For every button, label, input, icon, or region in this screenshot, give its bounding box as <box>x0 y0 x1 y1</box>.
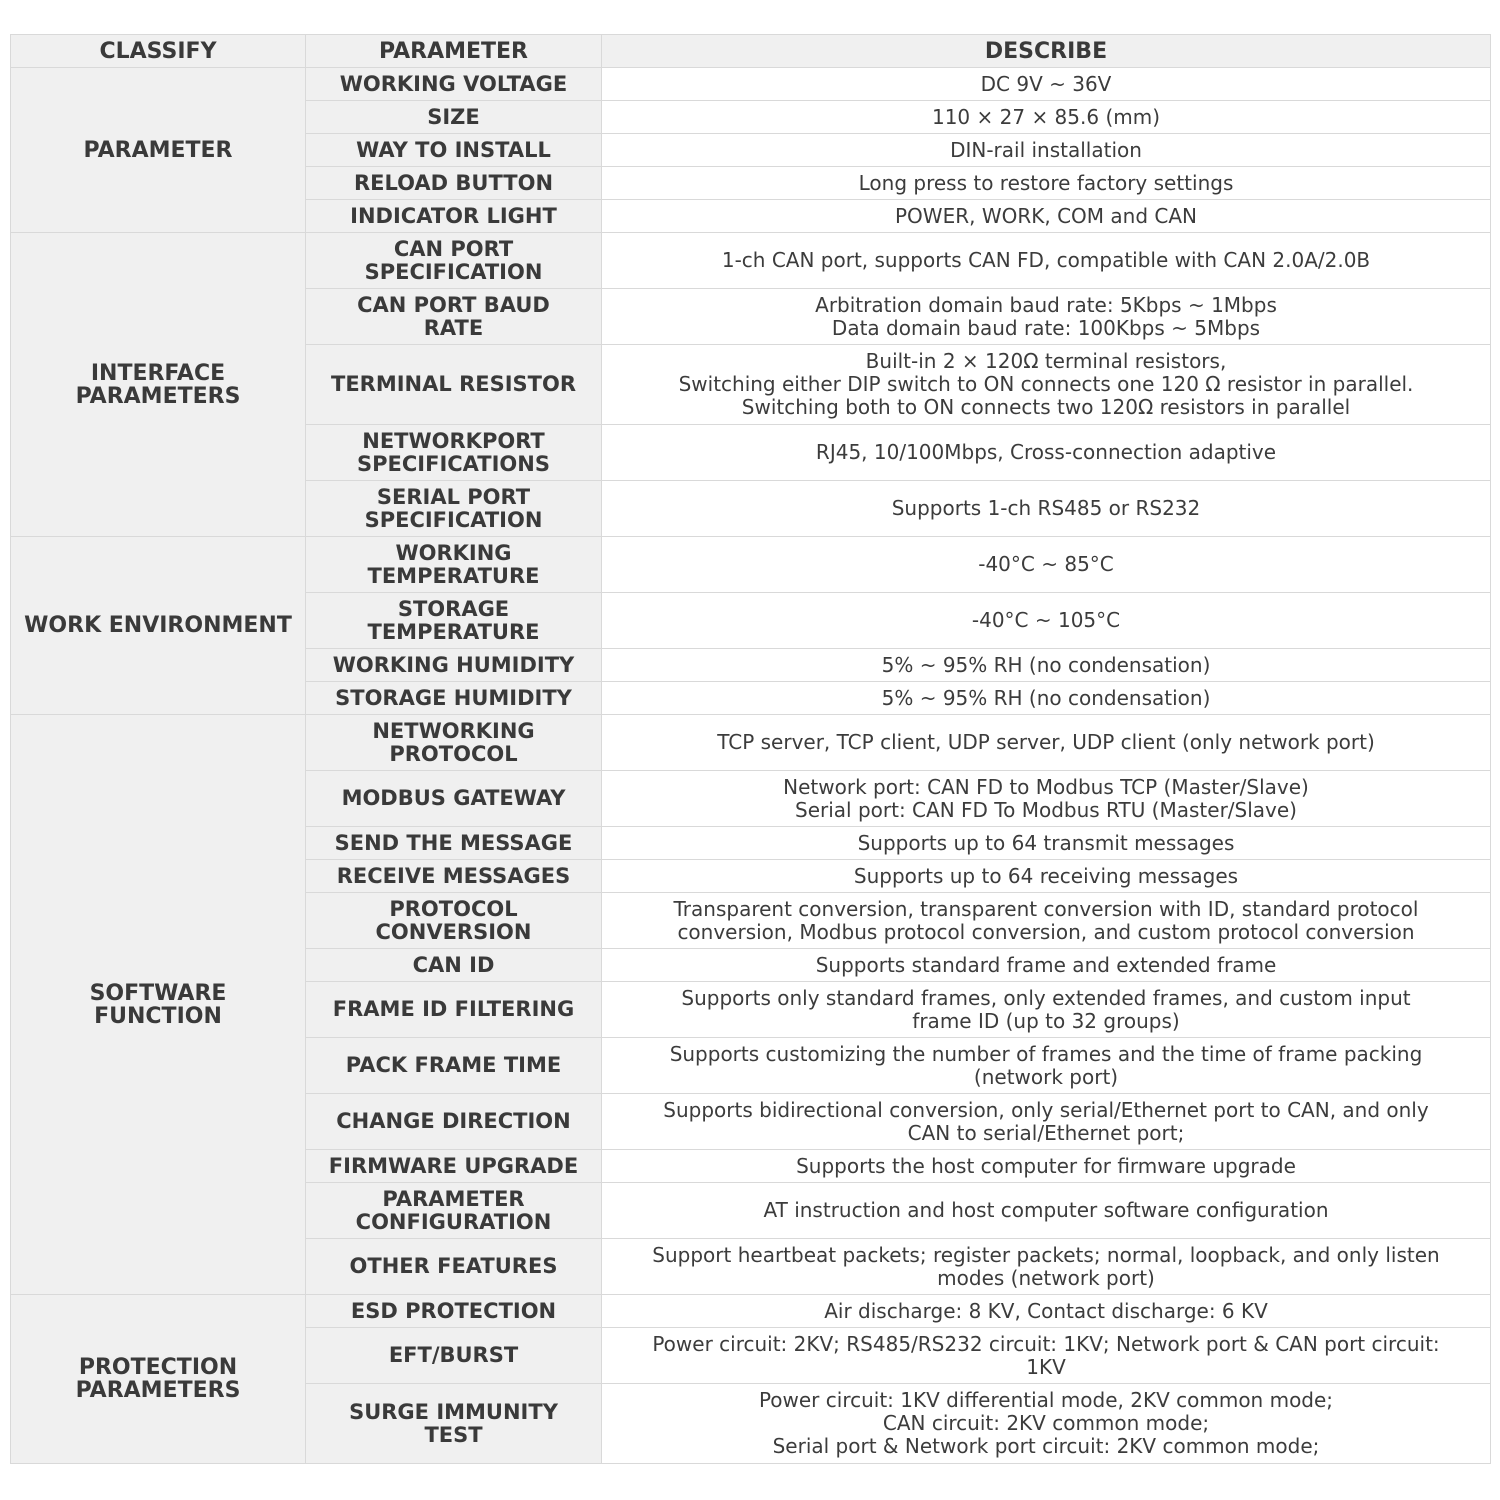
parameter-name: PACK FRAME TIME <box>306 1038 602 1094</box>
parameter-name: PARAMETER CONFIGURATION <box>306 1183 602 1239</box>
parameter-description: Built-in 2 × 120Ω terminal resistors, Switching either DIP switch to ON connects one 120 Ω resistor in parallel. Switching both to ON connects two 120Ω resistors in parallel <box>602 345 1491 425</box>
parameter-description: DC 9V ~ 36V <box>602 68 1491 101</box>
parameter-description: TCP server, TCP client, UDP server, UDP client (only network port) <box>602 715 1491 771</box>
parameter-name: WORKING TEMPERATURE <box>306 537 602 593</box>
parameter-description: RJ45, 10/100Mbps, Cross-connection adaptive <box>602 425 1491 481</box>
parameter-description: DIN-rail installation <box>602 134 1491 167</box>
parameter-name: SERIAL PORT SPECIFICATION <box>306 481 602 537</box>
parameter-description: POWER, WORK, COM and CAN <box>602 200 1491 233</box>
parameter-name: SIZE <box>306 101 602 134</box>
parameter-description: Network port: CAN FD to Modbus TCP (Master/Slave) Serial port: CAN FD To Modbus RTU (Master/Slave) <box>602 771 1491 827</box>
group-label-parameter: PARAMETER <box>11 68 306 233</box>
group-label-protection-parameters: PROTECTION PARAMETERS <box>11 1295 306 1464</box>
parameter-description: Supports only standard frames, only extended frames, and custom input frame ID (up to 32 groups) <box>602 982 1491 1038</box>
group-label-work-environment: WORK ENVIRONMENT <box>11 537 306 715</box>
parameter-description: -40°C ~ 105°C <box>602 593 1491 649</box>
parameter-description: Supports the host computer for firmware upgrade <box>602 1150 1491 1183</box>
parameter-name: STORAGE TEMPERATURE <box>306 593 602 649</box>
parameter-description: Supports bidirectional conversion, only serial/Ethernet port to CAN, and only CAN to serial/Ethernet port; <box>602 1094 1491 1150</box>
parameter-name: TERMINAL RESISTOR <box>306 345 602 425</box>
parameter-name: EFT/BURST <box>306 1328 602 1384</box>
spec-table <box>10 34 1491 1464</box>
parameter-name: WORKING VOLTAGE <box>306 68 602 101</box>
parameter-description: Power circuit: 1KV differential mode, 2KV common mode; CAN circuit: 2KV common mode; Serial port & Network port circuit: 2KV common mode; <box>602 1384 1491 1464</box>
parameter-name: SEND THE MESSAGE <box>306 827 602 860</box>
parameter-description: 5% ~ 95% RH (no condensation) <box>602 682 1491 715</box>
parameter-name: RECEIVE MESSAGES <box>306 860 602 893</box>
parameter-description: Support heartbeat packets; register packets; normal, loopback, and only listen modes (network port) <box>602 1239 1491 1295</box>
parameter-name: ESD PROTECTION <box>306 1295 602 1328</box>
parameter-name: WORKING HUMIDITY <box>306 649 602 682</box>
group-label-interface-parameters: INTERFACE PARAMETERS <box>11 233 306 537</box>
parameter-name: CAN PORT BAUD RATE <box>306 289 602 345</box>
parameter-name: NETWORKING PROTOCOL <box>306 715 602 771</box>
header-row <box>11 35 1491 68</box>
parameter-description: Supports up to 64 receiving messages <box>602 860 1491 893</box>
parameter-name: CAN PORT SPECIFICATION <box>306 233 602 289</box>
parameter-description: Supports up to 64 transmit messages <box>602 827 1491 860</box>
parameter-name: RELOAD BUTTON <box>306 167 602 200</box>
parameter-name: STORAGE HUMIDITY <box>306 682 602 715</box>
table-row <box>11 68 1491 101</box>
parameter-description: Arbitration domain baud rate: 5Kbps ~ 1Mbps Data domain baud rate: 100Kbps ~ 5Mbps <box>602 289 1491 345</box>
header-parameter: PARAMETER <box>306 35 602 68</box>
parameter-description: Supports standard frame and extended frame <box>602 949 1491 982</box>
parameter-description: 110 × 27 × 85.6 (mm) <box>602 101 1491 134</box>
parameter-name: CHANGE DIRECTION <box>306 1094 602 1150</box>
parameter-name: CAN ID <box>306 949 602 982</box>
parameter-description: Air discharge: 8 KV, Contact discharge: 6 KV <box>602 1295 1491 1328</box>
parameter-description: 1-ch CAN port, supports CAN FD, compatible with CAN 2.0A/2.0B <box>602 233 1491 289</box>
header-classify: CLASSIFY <box>11 35 306 68</box>
parameter-description: Supports customizing the number of frames and the time of frame packing (network port) <box>602 1038 1491 1094</box>
parameter-description: -40°C ~ 85°C <box>602 537 1491 593</box>
parameter-description: Transparent conversion, transparent conversion with ID, standard protocol conversion, Modbus protocol conversion, and custom protocol conversion <box>602 893 1491 949</box>
parameter-description: 5% ~ 95% RH (no condensation) <box>602 649 1491 682</box>
parameter-name: PROTOCOL CONVERSION <box>306 893 602 949</box>
parameter-description: Long press to restore factory settings <box>602 167 1491 200</box>
table-row <box>11 233 1491 289</box>
table-row <box>11 1295 1491 1328</box>
parameter-description: AT instruction and host computer software configuration <box>602 1183 1491 1239</box>
parameter-name: FRAME ID FILTERING <box>306 982 602 1038</box>
table-row <box>11 715 1491 771</box>
parameter-name: SURGE IMMUNITY TEST <box>306 1384 602 1464</box>
table-row <box>11 537 1491 593</box>
parameter-name: WAY TO INSTALL <box>306 134 602 167</box>
header-describe: DESCRIBE <box>602 35 1491 68</box>
parameter-name: MODBUS GATEWAY <box>306 771 602 827</box>
parameter-name: INDICATOR LIGHT <box>306 200 602 233</box>
parameter-name: FIRMWARE UPGRADE <box>306 1150 602 1183</box>
parameter-name: OTHER FEATURES <box>306 1239 602 1295</box>
parameter-description: Supports 1-ch RS485 or RS232 <box>602 481 1491 537</box>
parameter-name: NETWORKPORT SPECIFICATIONS <box>306 425 602 481</box>
group-label-software-function: SOFTWARE FUNCTION <box>11 715 306 1295</box>
parameter-description: Power circuit: 2KV; RS485/RS232 circuit: 1KV; Network port & CAN port circuit: 1KV <box>602 1328 1491 1384</box>
